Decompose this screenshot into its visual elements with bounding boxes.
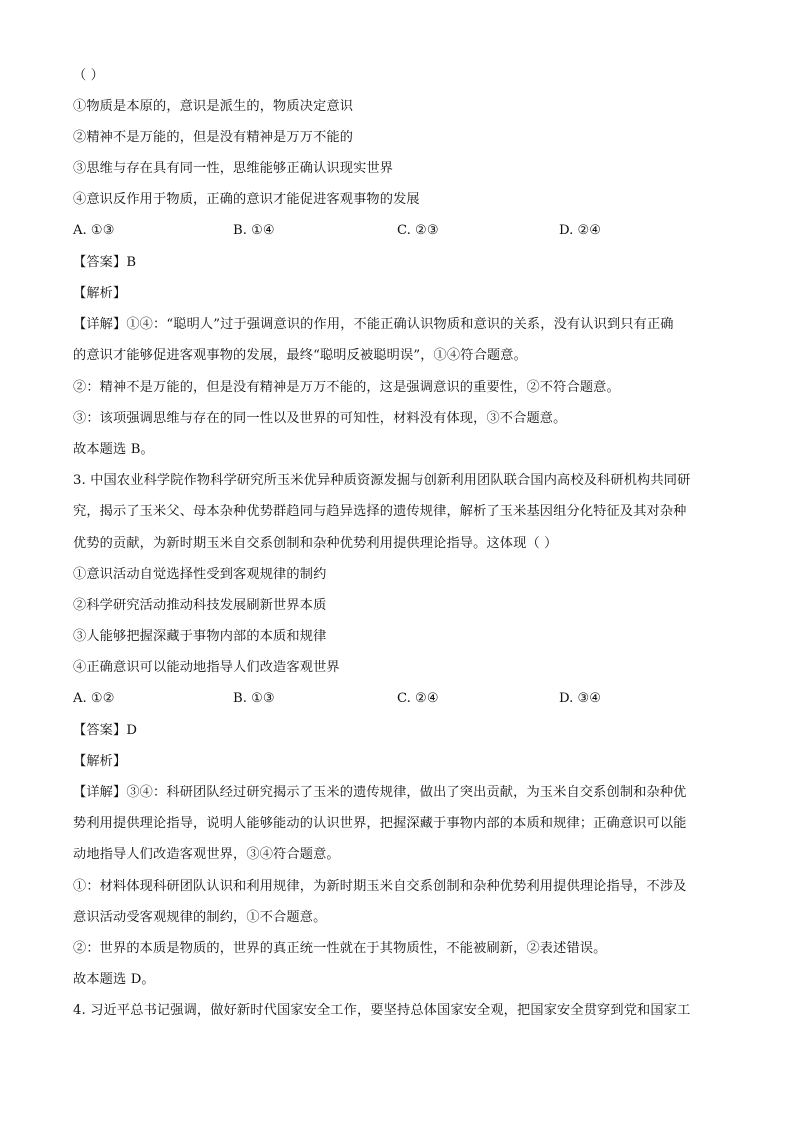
q3-analysis-label: 【解析】 (73, 754, 127, 769)
q2-conclusion: 故本题选 B。 (73, 442, 154, 457)
q2-stem-tail: （ ） (73, 68, 105, 83)
q3-choice-b: B. ①③ (233, 691, 275, 706)
q3-stem-line-1: 3. 中国农业科学院作物科学研究所玉米优异种质资源发掘与创新利用团队联合国内高校及科研机构共同研 (73, 473, 691, 488)
q3-option-1: ①意识活动自觉选择性受到客观规律的制约 (73, 567, 327, 582)
q2-choice-b: B. ①④ (233, 223, 275, 238)
q2-analysis-label: 【解析】 (73, 286, 127, 301)
q3-detail-line-6: ②：世界的本质是物质的，世界的真正统一性就在于其物质性，不能被刷新，②表述错误。 (73, 941, 607, 956)
q2-choice-c: C. ②③ (397, 223, 439, 238)
q2-choices (73, 222, 733, 240)
q3-answer: 【答案】D (73, 723, 138, 738)
q2-answer: 【答案】B (73, 255, 137, 270)
q2-option-1: ①物质是本原的，意识是派生的，物质决定意识 (73, 99, 354, 114)
q3-detail-line-1: 【详解】③④：科研团队经过研究揭示了玉米的遗传规律，做出了突出贡献，为玉米自交系创制和杂种优 (73, 785, 687, 800)
q3-choices (73, 690, 733, 708)
q3-detail-line-2: 势利用提供理论指导，说明人能够能动的认识世界，把握深藏于事物内部的本质和规律；正确意识可以能 (73, 816, 687, 831)
q2-choice-a: A. ①③ (73, 223, 115, 238)
q3-choice-d: D. ③④ (559, 691, 602, 706)
q2-choice-d: D. ②④ (559, 223, 602, 238)
q3-detail-line-3: 动地指导人们改造客观世界，③④符合题意。 (73, 847, 340, 862)
q2-detail-line-4: ③：该项强调思维与存在的同一性以及世界的可知性，材料没有体现，③不合题意。 (73, 411, 567, 426)
q3-conclusion: 故本题选 D。 (73, 972, 155, 987)
q2-detail-line-2: 的意识才能够促进客观事物的发展，最终“聪明反被聪明误”，①④符合题意。 (73, 348, 527, 363)
q2-option-3: ③思维与存在具有同一性，思维能够正确认识现实世界 (73, 161, 394, 176)
q2-option-2: ②精神不是万能的，但是没有精神是万万不能的 (73, 130, 354, 145)
q4-stem-line-1: 4. 习近平总书记强调，做好新时代国家安全工作，要坚持总体国家安全观，把国家安全贯穿到党和国家工 (73, 1003, 691, 1018)
q3-choice-c: C. ②④ (397, 691, 439, 706)
q3-detail-line-4: ①：材料体现科研团队认识和利用规律，为新时期玉米自交系创制和杂种优势利用提供理论指导，不涉及 (73, 879, 687, 894)
q3-stem-line-2: 究，揭示了玉米父、母本杂种优势群趋同与趋异选择的遗传规律，解析了玉米基因组分化特征及其对杂种 (73, 504, 687, 519)
q3-option-2: ②科学研究活动推动科技发展刷新世界本质 (73, 598, 327, 613)
q2-detail-line-3: ②：精神不是万能的，但是没有精神是万万不能的，这是强调意识的重要性，②不符合题意。 (73, 380, 620, 395)
q3-stem-line-3: 优势的贡献，为新时期玉米自交系创制和杂种优势利用提供理论指导。这体现（ ） (73, 536, 558, 551)
q3-option-3: ③人能够把握深藏于事物内部的本质和规律 (73, 629, 327, 644)
q2-detail-line-1: 【详解】①④：“聪明人”过于强调意识的作用，不能正确认识物质和意识的关系，没有认识到只有正确 (73, 317, 674, 332)
q3-option-4: ④正确意识可以能动地指导人们改造客观世界 (73, 660, 340, 675)
q2-option-4: ④意识反作用于物质，正确的意识才能促进客观事物的发展 (73, 192, 420, 207)
q3-choice-a: A. ①② (73, 691, 115, 706)
q3-detail-line-5: 意识活动受客观规律的制约，①不合题意。 (73, 910, 327, 925)
